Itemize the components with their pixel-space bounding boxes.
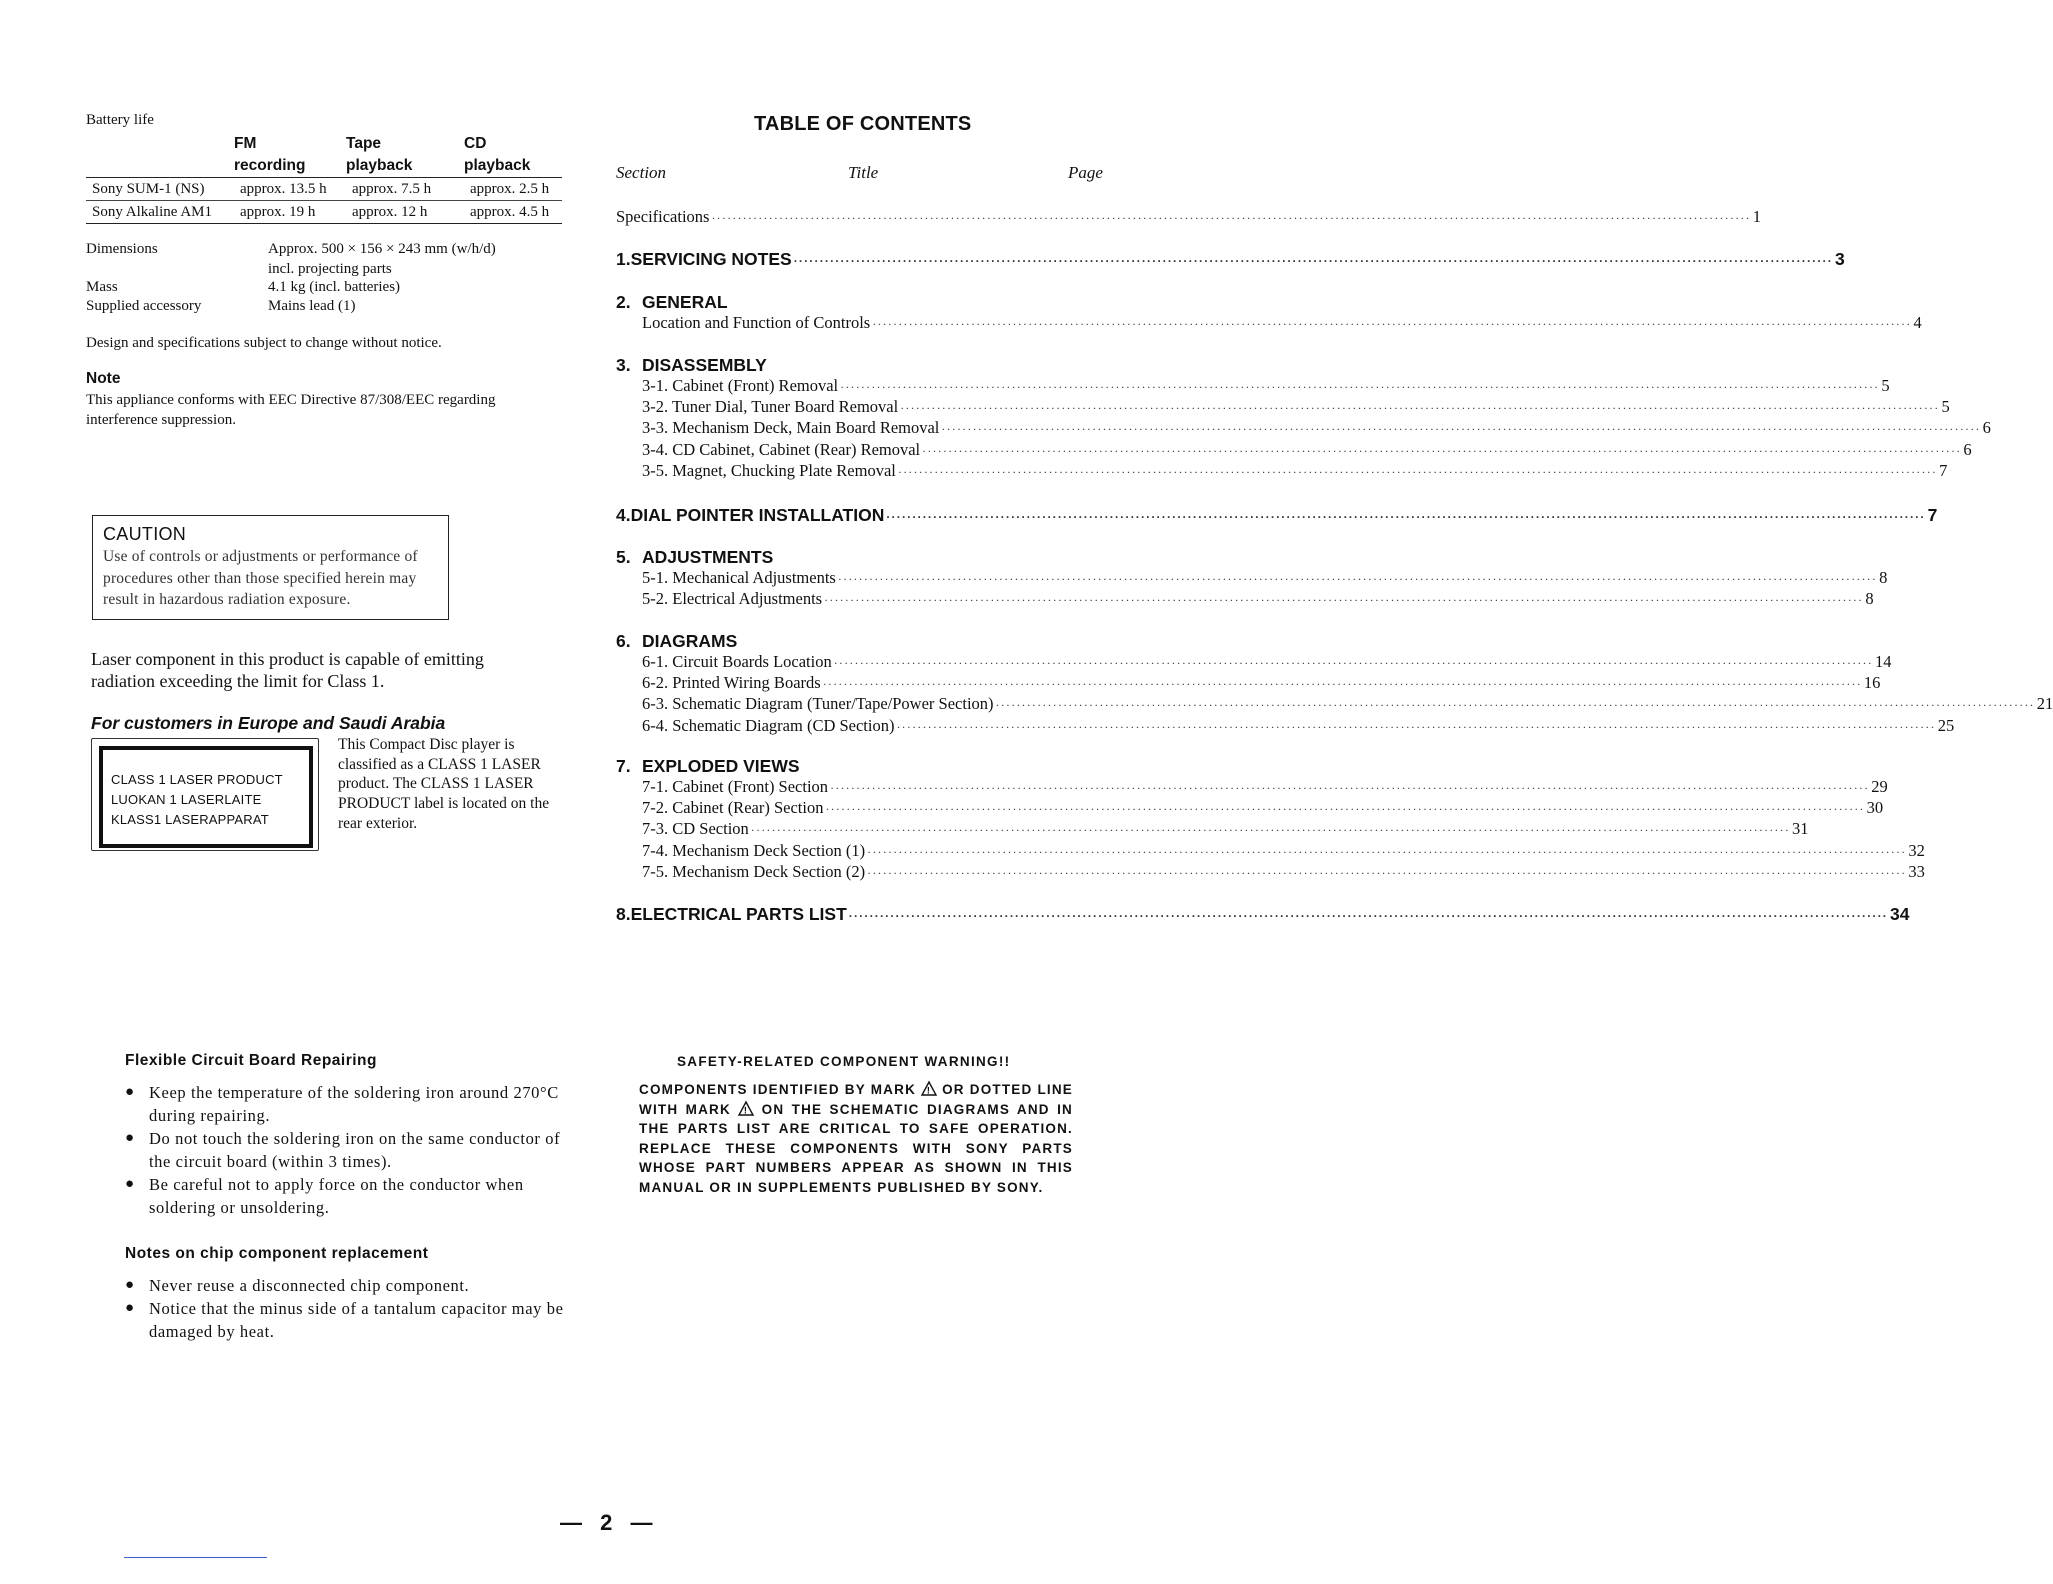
toc-leader-dots: ········································································································································································································	[824, 593, 1864, 608]
svg-text:!: !	[744, 1105, 749, 1115]
safety-text-part: ON THE SCHEMATIC DIAGRAMS AND IN THE PARTS LIST ARE CRITICAL TO SAFE OPERATION. REPLACE THESE COMPONENTS WITH SONY PARTS WHOSE PART NUMBERS APPEAR AS SHOWN IN THIS MANUAL OR IN SUPPLEMENTS PUBLISHED BY SONY.	[639, 1101, 1073, 1195]
toc-section-page: 7	[1927, 505, 1938, 525]
safety-text	[639, 1080, 1073, 1197]
toc-section	[616, 631, 1090, 652]
toc-section-title: ELECTRICAL PARTS LIST	[630, 904, 847, 924]
toc-item-page: 8	[1865, 589, 1874, 609]
toc-section	[616, 547, 1090, 568]
toc-section-number: 8.	[616, 904, 631, 924]
toc-leader-dots: ········································································································································································································	[830, 781, 1870, 795]
toc-item-page: 33	[1908, 861, 1925, 881]
toc-item-page: 5	[1881, 376, 1890, 395]
toc-item	[642, 819, 1809, 839]
toc-section-number: 1.	[616, 249, 631, 269]
toc-section	[616, 904, 1910, 925]
list-item	[125, 1127, 581, 1173]
toc-item	[642, 777, 1888, 797]
toc-item-title: Location and Function of Controls	[642, 313, 871, 332]
battery-value-cell: approx. 12 h	[346, 201, 464, 224]
toc-item-page: 29	[1871, 777, 1888, 796]
laser-label-description: This Compact Disc player is classified as a CLASS 1 LASER product. The CLASS 1 LASER PRODUCT label is located on the rear exterior.	[338, 736, 550, 832]
toc-item-page: 8	[1879, 568, 1888, 587]
battery-value-cell: approx. 19 h	[234, 201, 346, 224]
mass-label: Mass	[86, 279, 118, 295]
toc-leader-dots: ········································································································································································································	[867, 865, 1907, 880]
toc-item	[642, 460, 1948, 481]
toc-title: TABLE OF CONTENTS	[754, 113, 972, 135]
toc-item-title: 7-1. Cabinet (Front) Section	[642, 777, 829, 796]
flexible-heading: Flexible Circuit Board Repairing	[125, 1052, 377, 1069]
bullet-text: Notice that the minus side of a tantalum capacitor may be damaged by heat.	[149, 1299, 564, 1341]
toc-item	[642, 840, 1925, 861]
toc-item-page: 16	[1863, 673, 1881, 693]
toc-section	[616, 505, 1938, 526]
safety-heading: SAFETY-RELATED COMPONENT WARNING!!	[677, 1054, 1011, 1069]
toc-section-title: GENERAL	[642, 292, 728, 312]
toc-item	[642, 568, 1888, 588]
battery-life-table	[86, 133, 562, 224]
toc-section	[616, 355, 1090, 376]
battery-header-cell: playback	[464, 155, 562, 178]
toc-col-page: Page	[1068, 163, 1103, 182]
toc-leader-dots: ········································································································································································································	[872, 317, 1912, 331]
toc-leader-dots: ········································································································································································································	[793, 254, 1833, 268]
svg-text:!: !	[926, 1085, 932, 1096]
toc-specifications	[616, 207, 1761, 227]
chip-bullet-list	[125, 1274, 581, 1343]
caution-box	[92, 515, 449, 620]
battery-header-cell: playback	[346, 155, 464, 178]
toc-item	[642, 376, 1890, 396]
toc-col-title: Title	[848, 163, 879, 182]
toc-leader-dots: ········································································································································································································	[896, 719, 1936, 734]
toc-item-title: 6-1. Circuit Boards Location	[642, 652, 832, 671]
warning-triangle-icon	[738, 1101, 754, 1116]
toc-item-title: 7-3. CD Section	[642, 819, 749, 839]
toc-item-page: 6	[1982, 418, 1991, 438]
toc-item	[642, 589, 1874, 609]
toc-section	[616, 249, 1845, 270]
bullet-icon: ●	[125, 1277, 135, 1293]
toc-item-page: 7	[1939, 460, 1948, 480]
dimensions-value: Approx. 500 × 156 × 243 mm (w/h/d)	[268, 241, 496, 257]
toc-item	[642, 418, 1991, 438]
toc-section-page: 34	[1890, 904, 1910, 924]
warning-triangle-icon	[921, 1081, 937, 1096]
toc-item-page: 21	[2036, 694, 2053, 714]
battery-type-cell: Sony Alkaline AM1	[86, 201, 234, 224]
toc-item-title: 3-3. Mechanism Deck, Main Board Removal	[642, 418, 940, 438]
battery-header-cell: CD	[464, 135, 487, 152]
toc-leader-dots: ········································································································································································································	[711, 211, 1751, 225]
toc-section-number: 7.	[616, 756, 631, 776]
toc-item-title: 3-5. Magnet, Chucking Plate Removal	[642, 460, 896, 480]
battery-header-cell	[86, 155, 234, 178]
toc-item	[642, 861, 1925, 882]
toc-item	[642, 439, 1972, 460]
caution-title: CAUTION	[103, 524, 187, 544]
laser-label-line: KLASS1 LASERAPPARAT	[111, 812, 269, 827]
laser-label-line: CLASS 1 LASER PRODUCT	[111, 772, 283, 787]
toc-item-title: 6-3. Schematic Diagram (Tuner/Tape/Power Section)	[642, 694, 994, 714]
toc-leader-dots: ········································································································································································································	[995, 698, 2035, 713]
battery-value-cell: approx. 13.5 h	[234, 178, 346, 201]
battery-type-cell: Sony SUM-1 (NS)	[86, 178, 234, 201]
toc-item-page: 6	[1963, 439, 1972, 459]
toc-leader-dots: ········································································································································································································	[750, 823, 1791, 838]
toc-section-number: 5.	[616, 547, 631, 567]
battery-header-cell: recording	[234, 155, 346, 178]
toc-item-page: 14	[1874, 652, 1892, 671]
bottom-divider	[124, 1557, 267, 1558]
toc-leader-dots: ········································································································································································································	[897, 464, 1938, 479]
safety-text-part: OR DOTTED LINE WITH MARK	[639, 1082, 1074, 1117]
toc-item	[642, 313, 1922, 333]
safety-text-part: COMPONENTS IDENTIFIED BY MARK	[639, 1082, 917, 1097]
bullet-text: Never reuse a disconnected chip component.	[149, 1276, 470, 1295]
toc-section-number: 2.	[616, 292, 631, 312]
page-number: — 2 —	[560, 1510, 659, 1535]
toc-item-page: 25	[1937, 715, 1955, 735]
toc-item	[642, 798, 1884, 818]
toc-section-number: 3.	[616, 355, 631, 375]
toc-section-title: DIAGRAMS	[642, 631, 738, 651]
laser-label-line: LUOKAN 1 LASERLAITE	[111, 792, 262, 807]
toc-section-title: SERVICING NOTES	[630, 249, 792, 269]
toc-col-section: Section	[616, 163, 667, 182]
toc-section-page: 3	[1834, 249, 1845, 269]
toc-section-number: 6.	[616, 631, 631, 651]
toc-leader-dots: ········································································································································································································	[922, 443, 1962, 458]
toc-leader-dots: ········································································································································································································	[848, 909, 1888, 923]
toc-leader-dots: ········································································································································································································	[825, 802, 1865, 817]
toc-item-title: 3-2. Tuner Dial, Tuner Board Removal	[642, 397, 899, 417]
chip-heading: Notes on chip component replacement	[125, 1245, 429, 1262]
toc-leader-dots: ········································································································································································································	[900, 401, 1940, 416]
toc-section-title: DISASSEMBLY	[642, 355, 767, 375]
battery-value-cell: approx. 7.5 h	[346, 178, 464, 201]
bullet-icon: ●	[125, 1130, 135, 1146]
toc-item-page: 4	[1913, 313, 1922, 332]
toc-item	[642, 397, 1950, 417]
toc-leader-dots: ········································································································································································································	[867, 844, 1907, 859]
battery-header-cell	[86, 133, 234, 155]
toc-section-title: ADJUSTMENTS	[642, 547, 774, 567]
battery-header-cell: FM	[234, 135, 257, 152]
list-item	[125, 1274, 581, 1297]
bullet-icon: ●	[125, 1176, 135, 1192]
bullet-icon: ●	[125, 1084, 135, 1100]
mass-value: 4.1 kg (incl. batteries)	[268, 279, 401, 295]
toc-item-title: 7-5. Mechanism Deck Section (2)	[642, 861, 866, 881]
europe-heading: For customers in Europe and Saudi Arabia	[91, 713, 446, 733]
dimensions-value-note: incl. projecting parts	[268, 261, 392, 277]
bullet-text: Do not touch the soldering iron on the same conductor of the circuit board (within 3 times).	[149, 1129, 561, 1171]
battery-value-cell: approx. 4.5 h	[464, 201, 562, 224]
toc-item-title: 6-4. Schematic Diagram (CD Section)	[642, 715, 895, 735]
toc-item-title: 6-2. Printed Wiring Boards	[642, 673, 821, 693]
toc-item-title: 5-2. Electrical Adjustments	[642, 589, 823, 609]
toc-item	[642, 715, 1955, 736]
toc-item	[642, 694, 2053, 714]
table-row	[86, 178, 562, 201]
bullet-text: Keep the temperature of the soldering iron around 270°C during repairing.	[149, 1083, 559, 1125]
toc-section	[616, 292, 1090, 313]
note-text: This appliance conforms with EEC Directive 87/308/EEC regarding interference suppression.	[86, 392, 496, 428]
toc-leader-dots: ········································································································································································································	[822, 677, 1862, 692]
toc-section	[616, 756, 1090, 777]
toc-item-title: 3-4. CD Cabinet, Cabinet (Rear) Removal	[642, 439, 921, 459]
battery-life-title: Battery life	[86, 112, 154, 128]
toc-leader-dots: ········································································································································································································	[837, 572, 1878, 586]
toc-item-title: 3-1. Cabinet (Front) Removal	[642, 376, 839, 395]
laser-warning-text: Laser component in this product is capable of emitting radiation exceeding the limit for Class 1.	[91, 649, 484, 691]
toc-item	[642, 652, 1892, 672]
list-item	[125, 1081, 581, 1127]
caution-text: Use of controls or adjustments or performance of procedures other than those specified herein may result in hazardous radiation exposure.	[103, 548, 418, 608]
battery-header-cell: Tape	[346, 135, 382, 152]
list-item	[125, 1173, 581, 1219]
accessory-value: Mains lead (1)	[268, 298, 356, 314]
toc-specifications-page: 1	[1752, 207, 1761, 226]
toc-item-page: 31	[1792, 819, 1809, 839]
toc-item-title: 5-1. Mechanical Adjustments	[642, 568, 836, 587]
list-item	[125, 1297, 581, 1343]
toc-item-page: 5	[1941, 397, 1950, 417]
toc-item-page: 32	[1908, 840, 1925, 860]
class1-laser-label	[91, 738, 319, 851]
battery-value-cell: approx. 2.5 h	[464, 178, 562, 201]
flexible-bullet-list	[125, 1081, 581, 1219]
toc-section-title: EXPLODED VIEWS	[642, 756, 800, 776]
toc-leader-dots: ········································································································································································································	[886, 510, 1926, 524]
laser-label-frame	[99, 746, 313, 848]
table-row	[86, 201, 562, 224]
design-note: Design and specifications subject to change without notice.	[86, 335, 442, 351]
toc-leader-dots: ········································································································································································································	[941, 422, 1981, 437]
toc-leader-dots: ········································································································································································································	[833, 656, 1873, 670]
toc-item-title: 7-2. Cabinet (Rear) Section	[642, 798, 824, 818]
toc-item-title: 7-4. Mechanism Deck Section (1)	[642, 840, 866, 860]
note-heading: Note	[86, 370, 121, 387]
toc-item-page: 30	[1866, 798, 1884, 818]
dimensions-label: Dimensions	[86, 241, 158, 257]
bullet-icon: ●	[125, 1300, 135, 1316]
toc-section-number: 4.	[616, 505, 631, 525]
toc-section-title: DIAL POINTER INSTALLATION	[630, 505, 885, 525]
toc-leader-dots: ········································································································································································································	[840, 380, 1880, 394]
toc-specifications-title: Specifications	[616, 207, 710, 226]
toc-item	[642, 673, 1881, 693]
bullet-text: Be careful not to apply force on the conductor when soldering or unsoldering.	[149, 1175, 524, 1217]
accessory-label: Supplied accessory	[86, 298, 202, 314]
